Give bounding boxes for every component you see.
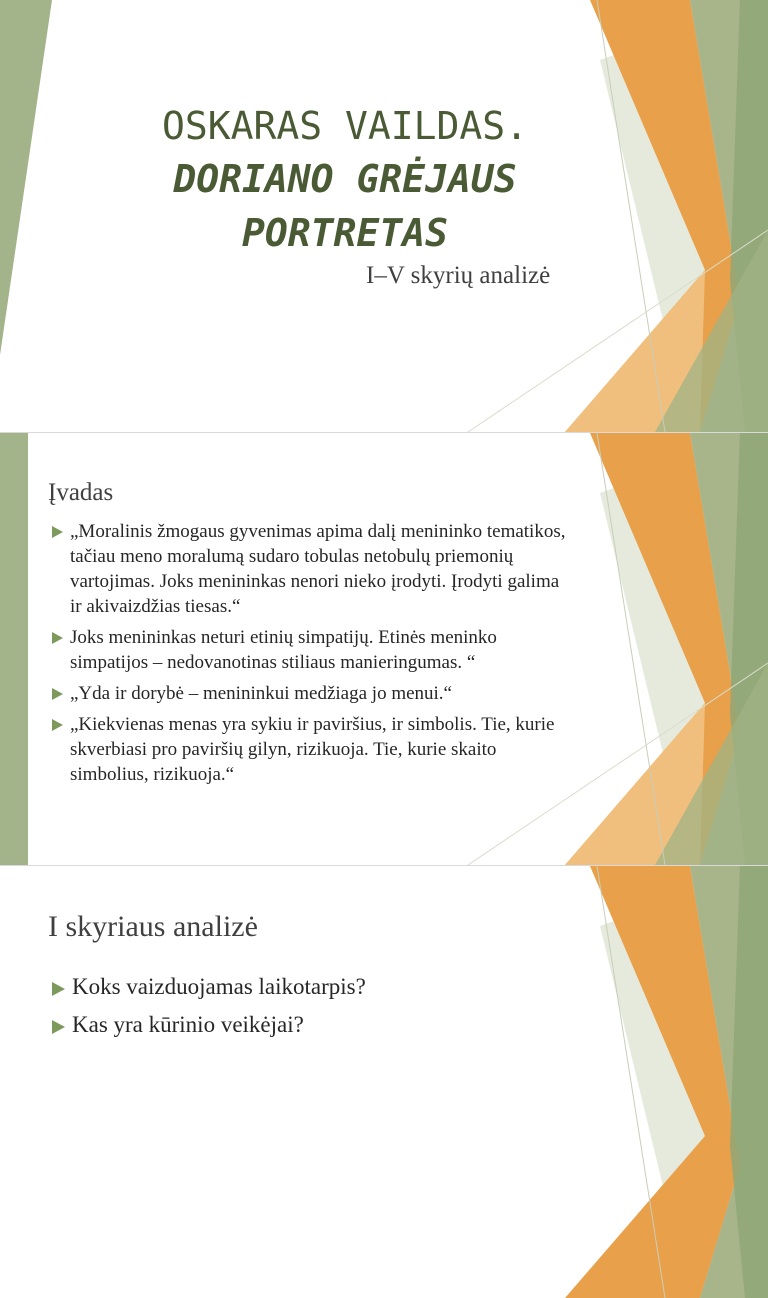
list-item — [52, 972, 572, 1002]
list-item-text: Joks menininkas neturi etinių simpatijų. Etinės meninko simpatijos – nedovanotinas stiliaus manieringumas. “ — [70, 627, 497, 673]
list-item — [52, 519, 572, 619]
question-list — [52, 972, 572, 1048]
presentation-title-italic — [0, 152, 690, 260]
list-item-text: Koks vaizduojamas laikotarpis? — [72, 974, 366, 999]
list-item-text: „Yda ir dorybė – menininkui medžiaga jo menui.“ — [70, 683, 452, 704]
list-item — [52, 712, 572, 787]
quote-list — [52, 519, 572, 793]
slide-heading: Įvadas — [48, 479, 114, 506]
list-item — [52, 681, 572, 706]
list-item — [52, 1010, 572, 1040]
bullet-arrow-icon — [52, 719, 63, 731]
title-line-a: DORIANO GRĖJAUS — [173, 157, 517, 201]
slide-heading: I skyriaus analizė — [48, 910, 258, 943]
list-item-text: Kas yra kūrinio veikėjai? — [72, 1012, 304, 1037]
list-item-text: „Moralinis žmogaus gyvenimas apima dalį menininko tematikos, tačiau meno moralumą sudaro tobulas netobulų priemonių vartojimas. Joks menininkas nenori nieko įrodyti. Įrodyti galima ir akivaizdžias tiesas.“ — [70, 521, 566, 617]
list-item — [52, 625, 572, 675]
bullet-arrow-icon — [52, 526, 63, 538]
presentation-title: OSKARAS VAILDAS. — [161, 104, 529, 148]
title-slide — [0, 0, 768, 432]
bullet-arrow-icon — [52, 688, 63, 700]
bullet-arrow-icon — [52, 1020, 65, 1034]
chapter-one-slide — [0, 866, 768, 1037]
bullet-arrow-icon — [52, 632, 63, 644]
intro-slide — [0, 433, 768, 865]
presentation-subtitle: I–V skyrių analizė — [366, 262, 551, 289]
bullet-arrow-icon — [52, 982, 65, 996]
left-green-bar — [0, 433, 28, 865]
title-line-b: PORTRETAS — [242, 211, 448, 255]
list-item-text: „Kiekvienas menas yra sykiu ir paviršius, ir simbolis. Tie, kurie skverbiasi pro paviršių gilyn, rizikuoja. Tie, kurie skaito simbolius, rizikuoja.“ — [70, 714, 555, 785]
